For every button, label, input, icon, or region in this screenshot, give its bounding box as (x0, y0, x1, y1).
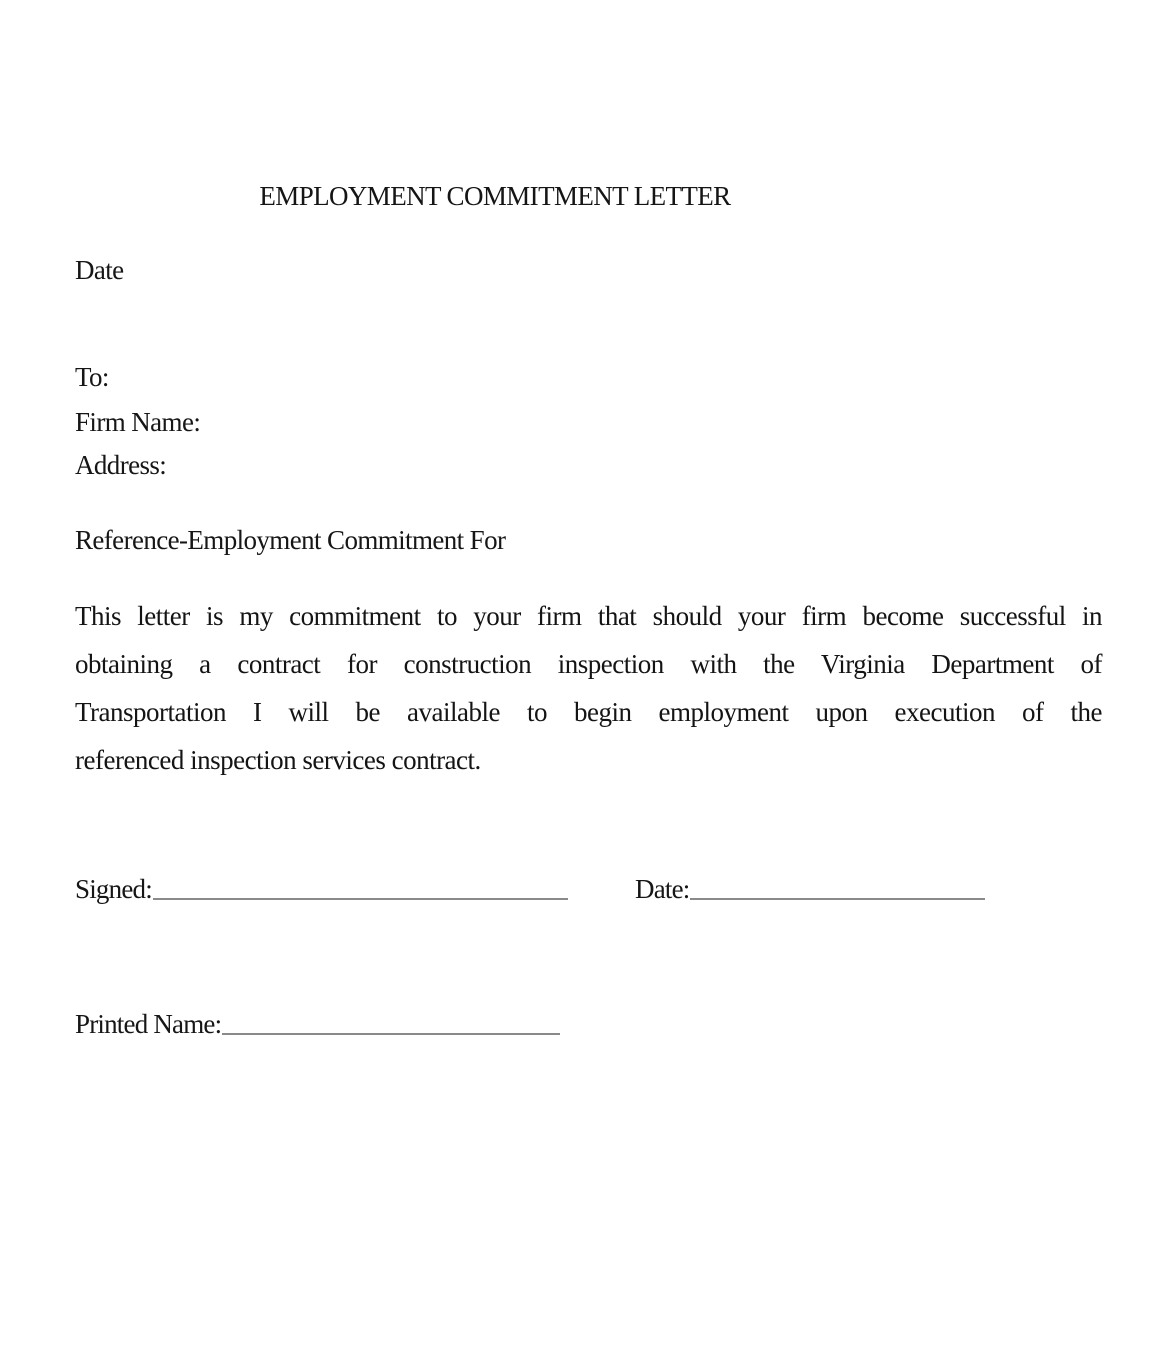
printed-name-label: Printed Name: (75, 1009, 222, 1039)
reference-line: Reference-Employment Commitment For (75, 525, 506, 555)
date-blank-line[interactable] (690, 898, 985, 900)
body-line: obtaining a contract for construction inspection with the Virginia Department of (75, 649, 1102, 679)
date-heading: Date (75, 255, 124, 285)
body-line: referenced inspection services contract. (75, 745, 481, 775)
printed-name-blank-line[interactable] (222, 1033, 560, 1035)
signed-field (75, 876, 568, 903)
signed-label: Signed: (75, 874, 152, 904)
body-paragraph (75, 592, 1102, 784)
date-field (635, 876, 985, 903)
body-line: Transportation I will be available to begin employment upon execution of the (75, 697, 1102, 727)
to-label: To: (75, 362, 109, 392)
signature-blank-line[interactable] (153, 898, 568, 900)
address-label: Address: (75, 450, 167, 480)
body-line: This letter is my commitment to your firm that should your firm become successful in (75, 601, 1102, 631)
document-title: EMPLOYMENT COMMITMENT LETTER (259, 181, 731, 211)
printed-name-field (75, 1011, 560, 1038)
date-label: Date: (635, 874, 690, 904)
firm-name-label: Firm Name: (75, 407, 201, 437)
